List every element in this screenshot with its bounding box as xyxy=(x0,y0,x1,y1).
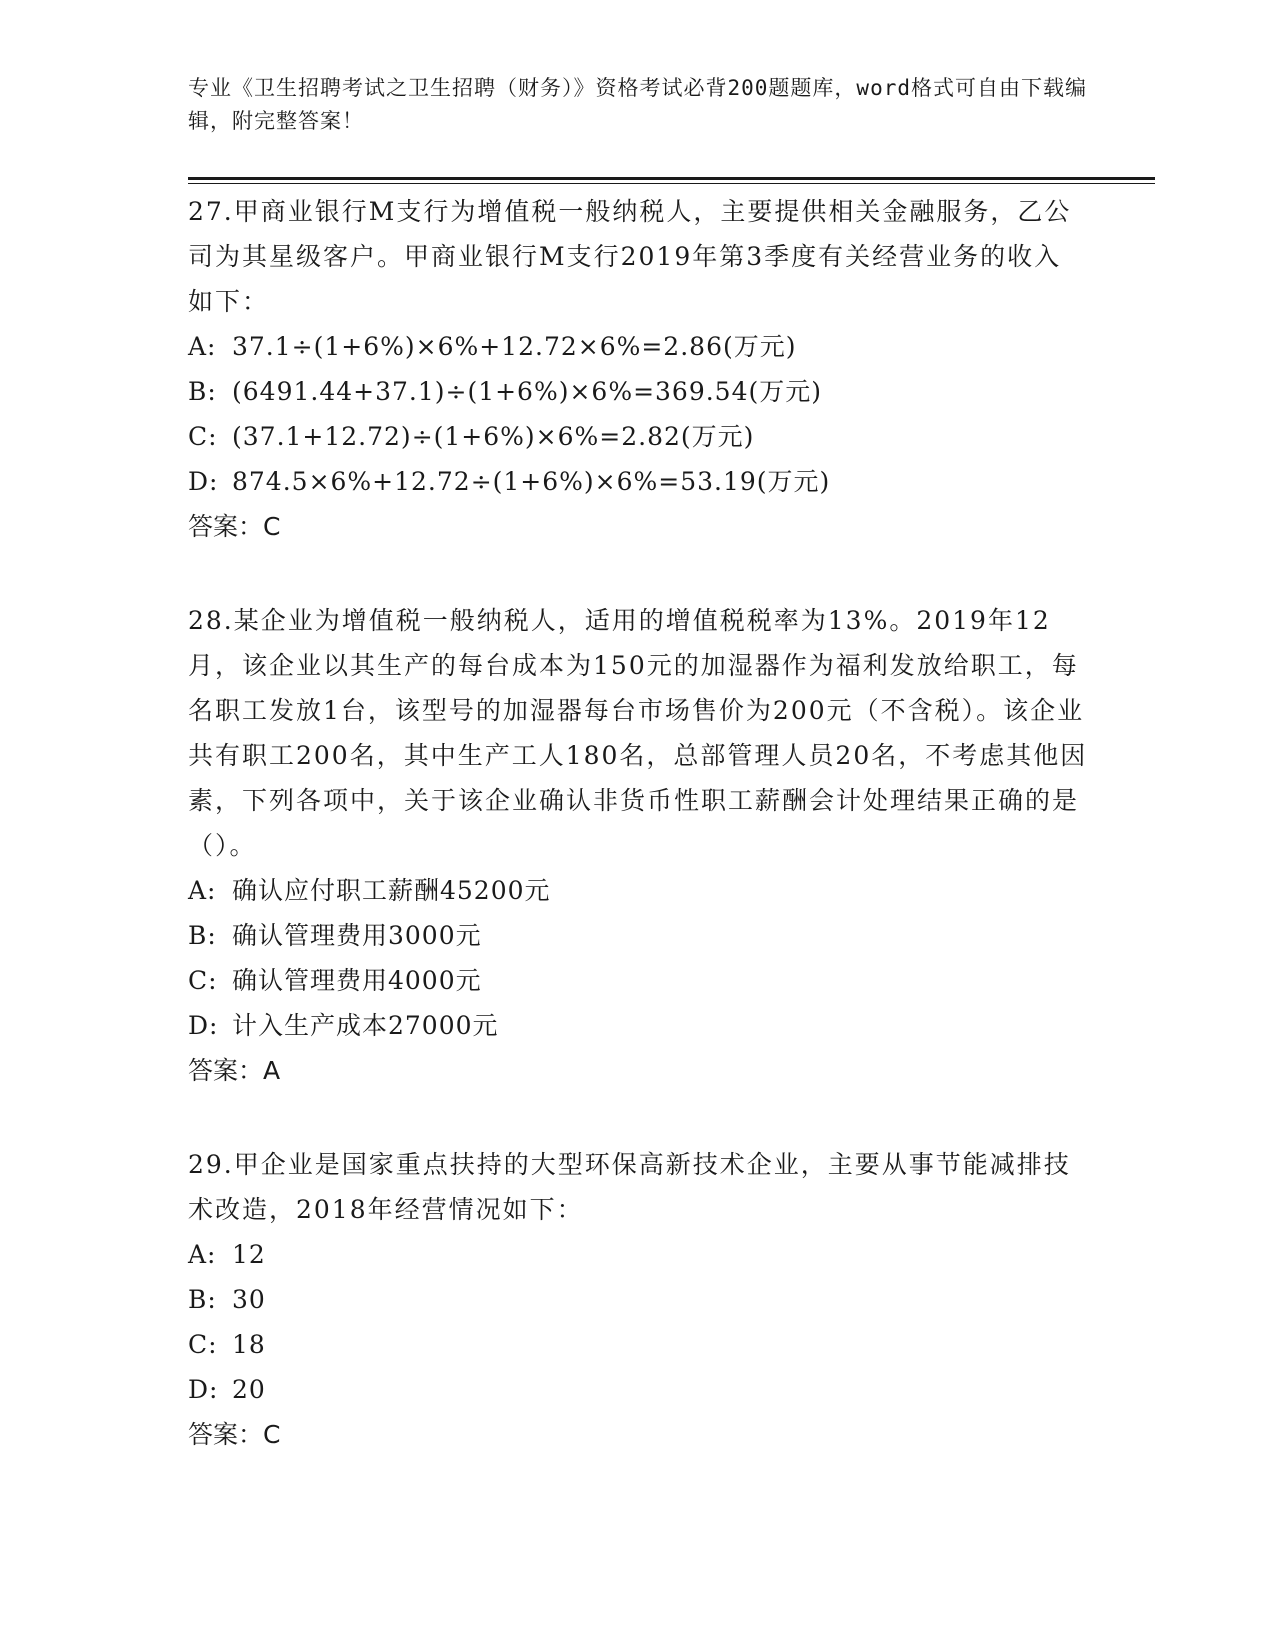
option-letter: C: xyxy=(188,966,218,995)
option-b xyxy=(188,1277,1088,1322)
option-letter: B: xyxy=(188,377,217,406)
option-text: 37.1÷(1+6%)×6%+12.72×6%=2.86(万元) xyxy=(232,332,797,361)
option-a xyxy=(188,1232,1088,1277)
header-divider-thin xyxy=(188,183,1155,184)
question-29 xyxy=(188,1142,1088,1457)
option-d xyxy=(188,459,1088,504)
option-text: 计入生产成本27000元 xyxy=(232,1011,499,1040)
option-text: 12 xyxy=(232,1240,266,1269)
option-a xyxy=(188,868,1088,913)
option-d xyxy=(188,1003,1088,1048)
option-text: (6491.44+37.1)÷(1+6%)×6%=369.54(万元) xyxy=(232,377,823,406)
question-stem: 29.甲企业是国家重点扶持的大型环保高新技术企业，主要从事节能减排技术改造，2018年经营情况如下： xyxy=(188,1150,1071,1224)
option-text: (37.1+12.72)÷(1+6%)×6%=2.82(万元) xyxy=(232,422,755,451)
option-d xyxy=(188,1367,1088,1412)
option-letter: A: xyxy=(188,332,217,361)
option-text: 确认管理费用4000元 xyxy=(232,966,482,995)
question-27 xyxy=(188,189,1088,549)
option-letter: D: xyxy=(188,467,219,496)
question-stem: 28.某企业为增值税一般纳税人，适用的增值税税率为13%。2019年12月，该企业以其生产的每台成本为150元的加湿器作为福利发放给职工，每名职工发放1台，该型号的加湿器每台市场售价为200元（不含税）。该企业共有职工200名，其中生产工人180名，总部管理人员20名，不考虑其他因素，下列各项中，关于该企业确认非货币性职工薪酬会计处理结果正确的是（）。 xyxy=(188,606,1088,860)
option-text: 确认管理费用3000元 xyxy=(232,921,482,950)
document-header: 专业《卫生招聘考试之卫生招聘（财务）》资格考试必背200题题库，word格式可自由下载编辑，附完整答案！ xyxy=(188,76,1087,133)
question-28 xyxy=(188,598,1088,1093)
answer: 答案：C xyxy=(188,1420,281,1449)
option-b xyxy=(188,913,1088,958)
option-text: 874.5×6%+12.72÷(1+6%)×6%=53.19(万元) xyxy=(232,467,831,496)
option-a xyxy=(188,324,1088,369)
option-c xyxy=(188,958,1088,1003)
option-letter: B: xyxy=(188,921,217,950)
answer: 答案：A xyxy=(188,1056,281,1085)
option-c xyxy=(188,414,1088,459)
option-text: 30 xyxy=(232,1285,266,1314)
option-b xyxy=(188,369,1088,414)
answer: 答案：C xyxy=(188,512,281,541)
option-text: 20 xyxy=(232,1375,266,1404)
option-letter: A: xyxy=(188,876,217,905)
option-letter: C: xyxy=(188,1330,218,1359)
option-c xyxy=(188,1322,1088,1367)
option-letter: C: xyxy=(188,422,218,451)
option-letter: A: xyxy=(188,1240,217,1269)
header-divider-thick xyxy=(188,177,1155,180)
option-letter: D: xyxy=(188,1011,219,1040)
question-stem: 27.甲商业银行M支行为增值税一般纳税人，主要提供相关金融服务，乙公司为其星级客户。甲商业银行M支行2019年第3季度有关经营业务的收入如下： xyxy=(188,197,1072,316)
option-text: 18 xyxy=(232,1330,266,1359)
option-letter: B: xyxy=(188,1285,217,1314)
option-letter: D: xyxy=(188,1375,219,1404)
option-text: 确认应付职工薪酬45200元 xyxy=(232,876,551,905)
